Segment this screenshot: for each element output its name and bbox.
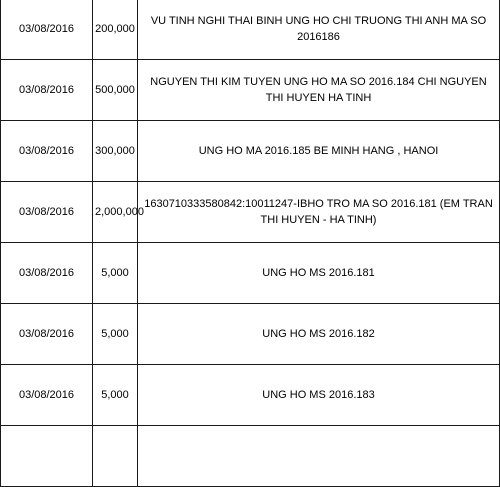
amount-cell: 500,000 <box>93 60 138 121</box>
table-row <box>1 182 500 243</box>
amount-cell: 5,000 <box>93 243 138 304</box>
description-cell: NGUYEN THI KIM TUYEN UNG HO MA SO 2016.184 CHI NGUYEN THI HUYEN HA TINH <box>138 60 500 121</box>
description-cell: UNG HO MA 2016.185 BE MINH HANG , HANOI <box>138 121 500 182</box>
table-row <box>1 304 500 365</box>
table-row <box>1 426 500 487</box>
amount-cell: 200,000 <box>93 0 138 60</box>
date-cell: 03/08/2016 <box>1 365 93 426</box>
description-cell: 1630710333580842:10011247-IBHO TRO MA SO 2016.181 (EM TRAN THI HUYEN - HA TINH) <box>138 182 500 243</box>
amount-cell: 5,000 <box>93 365 138 426</box>
amount-cell: 2,000,000 <box>93 182 138 243</box>
date-cell: 03/08/2016 <box>1 0 93 60</box>
description-cell: VU TINH NGHI THAI BINH UNG HO CHI TRUONG THI ANH MA SO 2016186 <box>138 0 500 60</box>
amount-cell <box>93 426 138 487</box>
table-row <box>1 243 500 304</box>
amount-cell: 5,000 <box>93 304 138 365</box>
description-cell: UNG HO MS 2016.182 <box>138 304 500 365</box>
table-row <box>1 0 500 60</box>
table-row <box>1 121 500 182</box>
date-cell: 03/08/2016 <box>1 182 93 243</box>
table-row <box>1 60 500 121</box>
date-cell: 03/08/2016 <box>1 60 93 121</box>
description-cell: UNG HO MS 2016.183 <box>138 365 500 426</box>
date-cell: 03/08/2016 <box>1 243 93 304</box>
table-row <box>1 365 500 426</box>
date-cell <box>1 426 93 487</box>
description-cell <box>138 426 500 487</box>
date-cell: 03/08/2016 <box>1 304 93 365</box>
amount-cell: 300,000 <box>93 121 138 182</box>
date-cell: 03/08/2016 <box>1 121 93 182</box>
description-cell: UNG HO MS 2016.181 <box>138 243 500 304</box>
